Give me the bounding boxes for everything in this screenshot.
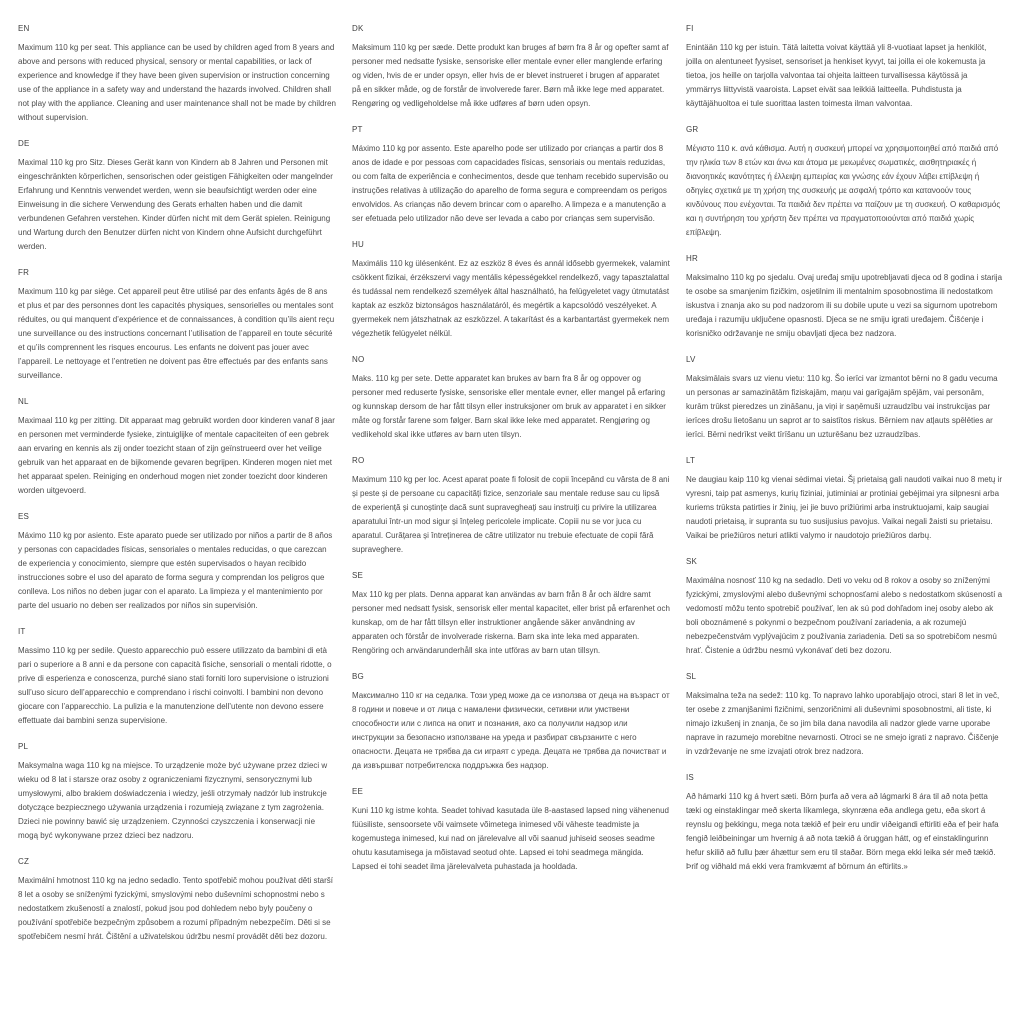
- lang-section-nl: [18, 395, 336, 498]
- lang-section-de: [18, 137, 336, 254]
- lang-code-bg: BG: [352, 672, 364, 681]
- lang-section-lt: [686, 454, 1004, 543]
- lang-code-fi: FI: [686, 24, 694, 33]
- lang-code-se: SE: [352, 571, 364, 580]
- lang-section-en: [18, 22, 336, 125]
- lang-section-hu: [352, 238, 670, 341]
- lang-text-lv: Maksimālais svars uz vienu vietu: 110 kg. Šo ierīci var izmantot bērni no 8 gadu vecuma un personas ar samazinātām fiziskajām, maņu vai garīgajām spējām, vai personām, kurām trūkst pieredzes un zināšanu, ja viņi ir saņēmuši uzraudzību vai instrukcijas par ierīces drošu lietošanu un saprot ar to saistītos riskus. Bērniem nav atļauts spēlēties ar ierīci. Bērni nedrīkst veikt tīrīšanu un uzturēšanu bez uzraudzības.: [686, 374, 998, 439]
- lang-section-se: [352, 569, 670, 658]
- lang-code-es: ES: [18, 512, 30, 521]
- lang-text-nl: Maximaal 110 kg per zitting. Dit apparaat mag gebruikt worden door kinderen vanaf 8 jaar en personen met verminderde fysieke, zintuiglijke of mentale capaciteiten of een gebrek aan ervaring en kennis als zij onder toezicht staan of zijn geïnstrueerd over het veilige gebruik van het apparaat en de bijkomende gevaren begrijpen. Kinderen mogen niet met het apparaat spelen. Reiniging en onderhoud mogen niet zonder toezicht door kinderen worden uitgevoerd.: [18, 416, 335, 495]
- lang-section-lv: [686, 353, 1004, 442]
- column-1: [18, 22, 336, 1014]
- lang-code-en: EN: [18, 24, 30, 33]
- lang-section-ee: [352, 785, 670, 874]
- lang-code-dk: DK: [352, 24, 364, 33]
- lang-text-hr: Maksimalno 110 kg po sjedalu. Ovaj uređaj smiju upotrebljavati djeca od 8 godina i starija te osobe sa smanjenim fizičkim, osjetilnim ili mentalnim sposobnostima ili nedostatkom iskustva i znanja ako su pod nadzorom ili su dobile upute u vezi sa sigurnom upotrebom uređaja i razumiju uključene opasnosti. Djeca se ne smiju igrati uređajem. Čišćenje i korisničko održavanje ne smiju obavljati djeca bez nadzora.: [686, 273, 1003, 338]
- lang-section-gr: [686, 123, 1004, 240]
- lang-text-no: Maks. 110 kg per sete. Dette apparatet kan brukes av barn fra 8 år og oppover og personer med reduserte fysiske, sensoriske eller mentale evner, eller mangel på erfaring og kunnskap dersom de har fått tilsyn eller instruksjoner om bruk av apparatet i en sikker måte og forstår farene som følger. Barn skal ikke leke med apparatet. Rengjøring og vedlikehold skal ikke utføres av barn uten tilsyn.: [352, 374, 666, 439]
- lang-code-ro: RO: [352, 456, 365, 465]
- lang-code-hr: HR: [686, 254, 698, 263]
- lang-code-fr: FR: [18, 268, 30, 277]
- lang-section-sk: [686, 555, 1004, 658]
- lang-text-ro: Maximum 110 kg per loc. Acest aparat poate fi folosit de copii începând cu vârsta de 8 ani și peste și de persoane cu capacități fizice, senzoriale sau mentale reduse sau cu lipsă de experiență și cunoștințe dacă sunt supravegheați sau instruiți cu privire la utilizarea aparatului într-un mod sigur și înțeleg pericolele implicate. Copiii nu se vor juca cu aparatul. Curățarea și întreținerea de către utilizator nu trebuie efectuate de copii fără supraveghere.: [352, 475, 670, 554]
- lang-code-pl: PL: [18, 742, 29, 751]
- lang-section-sl: [686, 670, 1004, 759]
- lang-section-is: [686, 771, 1004, 874]
- lang-code-de: DE: [18, 139, 30, 148]
- lang-code-cz: CZ: [18, 857, 30, 866]
- lang-code-nl: NL: [18, 397, 29, 406]
- lang-text-es: Máximo 110 kg por asiento. Este aparato puede ser utilizado por niños a partir de 8 años y personas con capacidades físicas, sensoriales o mentales reducidas, o que carezcan de experiencia y conocimiento, siempre que estén supervisados o hayan recibido instrucciones sobre el uso del aparato de forma segura y comprendan los peligros que conlleva. Los niños no deben jugar con el aparato. La limpieza y el mantenimiento por parte del usuario no deben ser realizados por niños sin supervisión.: [18, 531, 333, 610]
- lang-text-pl: Maksymalna waga 110 kg na miejsce. To urządzenie może być używane przez dzieci w wieku od 8 lat i starsze oraz osoby z ograniczeniami fizycznymi, sensorycznymi lub umysłowymi, albo brakiem doświadczenia i wiedzy, jeśli otrzymały nadzór lub instrukcje dotyczące bezpiecznego używania urządzenia i rozumieją związane z tym zagrożenia. Dzieci nie powinny bawić się urządzeniem. Czynności czyszczenia i konserwacji nie mogą być wykonywane przez dzieci bez nadzoru.: [18, 761, 328, 840]
- lang-section-pt: [352, 123, 670, 226]
- lang-section-fi: [686, 22, 1004, 111]
- lang-text-sk: Maximálna nosnosť 110 kg na sedadlo. Deti vo veku od 8 rokov a osoby so zníženými fyzickými, zmyslovými alebo duševnými schopnosťami alebo s nedostatkom skúseností a vedomostí môžu tento spotrebič používať, len ak sú pod dohľadom inej osoby alebo ak boli oboznámené s pokynmi o bezpečnom používaní zariadenia, a ak rozumejú nebezpečenstvám vyplývajúcim z používania zariadenia. Deti sa so spotrebičom nesmú hrať. Čistenie a údržbu nesmú vykonávať deti bez dozoru.: [686, 576, 1003, 655]
- lang-code-lv: LV: [686, 355, 696, 364]
- lang-section-no: [352, 353, 670, 442]
- lang-text-lt: Ne daugiau kaip 110 kg vienai sėdimai vietai. Šį prietaisą gali naudoti vaikai nuo 8 metų ir vyresni, taip pat asmenys, kurių fiziniai, jutiminiai ar protiniai gebėjimai yra silpnesni arba kuriems trūksta patirties ir žinių, jei jie buvo prižiūrimi arba instruktuojami, kaip saugiai naudoti prietaisą, ir supranta su tuo susijusius pavojus. Vaikai negali žaisti su prietaisu. Vaikai be priežiūros neturi atlikti valymo ir naudotojo priežiūros darbų.: [686, 475, 1003, 540]
- lang-section-bg: [352, 670, 670, 773]
- lang-text-en: Maximum 110 kg per seat. This appliance can be used by children aged from 8 years and above and persons with reduced physical, sensory or mental capabilities, or lack of experience and knowledge if they have been given supervision or instruction concerning use of the appliance in a safety way and understand the hazards involved. Children shall not play with the appliance. Cleaning and user maintenance shall not be made by children without supervision.: [18, 43, 336, 122]
- lang-section-cz: [18, 855, 336, 944]
- lang-code-it: IT: [18, 627, 26, 636]
- lang-text-is: Að hámarki 110 kg á hvert sæti. Börn þurfa að vera að lágmarki 8 ára til að nota þetta tæki og einstaklingar með skerta líkamlega, skynræna eða andlega getu, eða skort á reynslu og þekkingu, mega nota tækið ef þeir eru undir viðeigandi eftirliti eða ef þeir hafa fengið leiðbeiningar um hvernig á að nota tækið á öruggan hátt, og ef einstaklingurinn hefur skilið að fullu þær áhættur sem eru til staðar. Börn mega ekki leika sér með tækið. Þrif og viðhald má ekki vera framkvæmt af börnum án eftirlits.»: [686, 792, 999, 871]
- lang-text-fi: Enintään 110 kg per istuin. Tätä laitetta voivat käyttää yli 8-vuotiaat lapset ja henkilöt, joilla on alentuneet fyysiset, sensoriset ja henkiset kyvyt, tai joilla ei ole kokemusta ja tietoa, jos heille on tarjolla valvontaa tai ohjeita laitteen turvallisessa käytössä ja ymmärrys liittyvistä vaaroista. Lapset eivät saa leikkiä laitteella. Puhdistusta ja käyttäjähuoltoa ei tule suorittaa lasten toimesta ilman valvontaa.: [686, 43, 987, 108]
- lang-section-fr: [18, 266, 336, 383]
- lang-text-pt: Máximo 110 kg por assento. Este aparelho pode ser utilizado por crianças a partir dos 8 anos de idade e por pessoas com capacidades físicas, sensoriais ou mentais reduzidas, ou com falta de experiência e conhecimentos, desde que tenham recebido supervisão ou instruções relativas à utilização do aparelho de forma segura e compreendam os perigos envolvidos. As crianças não devem brincar com o aparelho. A limpeza e a manutenção a ser efetuada pelo utilizador não deve ser levada a cabo por crianças sem supervisão.: [352, 144, 669, 223]
- lang-code-pt: PT: [352, 125, 363, 134]
- column-2: [352, 22, 670, 1014]
- lang-section-it: [18, 625, 336, 728]
- lang-section-es: [18, 510, 336, 613]
- lang-section-ro: [352, 454, 670, 557]
- lang-text-ee: Kuni 110 kg istme kohta. Seadet tohivad kasutada üle 8-aastased lapsed ning vähenenud füüsiliste, sensoorsete või vaimsete võimetega inimesed või väheste teadmiste ja kogemustega inimesed, kui nad on järelevalve all või saanud juhiseid seoses seadme ohutu kasutamisega ja mõistavad seotud ohte. Lapsed ei tohi seadmega mängida. Lapsed ei tohi seadet ilma järelevalveta puhastada ja hooldada.: [352, 806, 669, 871]
- lang-text-bg: Максимално 110 кг на седалка. Този уред може да се използва от деца на възраст от 8 години и повече и от лица с намалени физически, сетивни или умствени способности или с липса на опит и познания, ако са получили надзор или инструкции за безопасно използване на уреда и разбират свързаните с него опасности. Децата не трябва да си играят с уреда. Децата не трябва да почистват и да извършват потребителска поддръжка без надзор.: [352, 691, 670, 770]
- lang-text-it: Massimo 110 kg per sedile. Questo apparecchio può essere utilizzato da bambini di età pari o superiore a 8 anni e da persone con capacità fisiche, sensoriali o mentali ridotte, o prive di esperienza e conoscenza, purché siano stati forniti loro supervisione o istruzioni sull’uso sicuro dell’apparecchio e comprendano i rischi coinvolti. I bambini non devono giocare con l’apparecchio. La pulizia e la manutenzione dell’utente non devono essere effettuate dai bambini senza supervisione.: [18, 646, 332, 725]
- column-3: [686, 22, 1004, 1014]
- lang-section-hr: [686, 252, 1004, 341]
- lang-code-hu: HU: [352, 240, 364, 249]
- lang-text-hu: Maximális 110 kg ülésenként. Ez az eszköz 8 éves és annál idősebb gyermekek, valamint csökkent fizikai, érzékszervi vagy mentális képességekkel rendelkező, vagy tapasztalattal és tudással nem rendelkező személyek által használható, ha felügyeletet vagy útmutatást kaptak az eszköz biztonságos használatáról, és megértik a kapcsolódó veszélyeket. A gyermekek nem játszhatnak az eszközzel. A takarítást és a karbantartást gyermekek nem végezhetik felügyelet nélkül.: [352, 259, 670, 338]
- lang-text-sl: Maksimalna teža na sedež: 110 kg. To napravo lahko uporabljajo otroci, stari 8 let in več, ter osebe z zmanjšanimi fizičnimi, senzoričnimi ali duševnimi sposobnostmi, ali tiste, ki nimajo izkušenj in znanja, če so jim bila dana navodila ali nadzor glede varne uporabe naprave in razumejo morebitne nevarnosti. Otroci se ne smejo igrati z napravo. Čiščenje in vzdrževanje ne sme izvajati otrok brez nadzora.: [686, 691, 1000, 756]
- lang-code-sl: SL: [686, 672, 697, 681]
- lang-code-is: IS: [686, 773, 694, 782]
- lang-code-sk: SK: [686, 557, 698, 566]
- lang-text-se: Max 110 kg per plats. Denna apparat kan användas av barn från 8 år och äldre samt personer med nedsatt fysisk, sensorisk eller mental kapacitet, eller brist på erfarenhet och kunskap, om de har fått tillsyn eller instruktioner angående säker användning av apparaten och förstår de involverade riskerna. Barn ska inte leka med apparaten. Rengöring och användarunderhåll ska inte utföras av barn utan tillsyn.: [352, 590, 670, 655]
- lang-section-dk: [352, 22, 670, 111]
- lang-code-gr: GR: [686, 125, 699, 134]
- lang-text-fr: Maximum 110 kg par siège. Cet appareil peut être utilisé par des enfants âgés de 8 ans et plus et par des personnes dont les capacités physiques, sensorielles ou mentales sont réduites, ou qui manquent d’expérience et de connaissances, à condition qu’ils aient reçu une surveillance ou des instructions concernant l’utilisation de l’appareil en toute sécurité et qu’ils comprennent les risques encourus. Les enfants ne doivent pas jouer avec l’appareil. Le nettoyage et l’entretien ne doivent pas être effectués par des enfants sans surveillance.: [18, 287, 335, 380]
- lang-code-ee: EE: [352, 787, 364, 796]
- lang-code-no: NO: [352, 355, 365, 364]
- lang-text-cz: Maximální hmotnost 110 kg na jedno sedadlo. Tento spotřebič mohou používat děti starší 8 let a osoby se sníženými fyzickými, smyslovými nebo duševními schopnostmi nebo s nedostatkem zkušeností a znalostí, pokud jsou pod dohledem nebo byly poučeny o používání spotřebiče bezpečným způsobem a rozumí případným nebezpečím. Děti si se spotřebičem nesmí hrát. Čištění a uživatelskou údržbu nesmí provádět děti bez dozoru.: [18, 876, 333, 941]
- lang-section-pl: [18, 740, 336, 843]
- lang-code-lt: LT: [686, 456, 696, 465]
- lang-text-gr: Μέγιστο 110 κ. ανά κάθισμα. Αυτή η συσκευή μπορεί να χρησιμοποιηθεί από παιδιά από την ηλικία των 8 ετών και άνω και άτομα με μειωμένες σωματικές, αισθητηριακές ή διανοητικές ικανότητες ή έλλειψη εμπειρίας και γνώσης εάν έχουν λάβει επίβλεψη ή οδηγίες σχετικά με τη χρήση της συσκευής με ασφαλή τρόπο και κατανοούν τους κινδύνους που ενέχονται. Τα παιδιά δεν πρέπει να παίζουν με τη συσκευή. Ο καθαρισμός και η συντήρηση του χρήστη δεν πρέπει να πραγματοποιούνται από παιδιά χωρίς επίβλεψη.: [686, 144, 1001, 237]
- lang-text-dk: Maksimum 110 kg per sæde. Dette produkt kan bruges af børn fra 8 år og opefter samt af personer med nedsatte fysiske, sensoriske eller mentale evner eller manglende erfaring og viden, hvis de er under opsyn, eller hvis de er blevet instrueret i brugen af apparatet på en sikker måde, og de forstår de involverede farer. Børn må ikke lege med apparatet. Rengøring og vedligeholdelse må ikke udføres af børn uden opsyn.: [352, 43, 669, 108]
- lang-text-de: Maximal 110 kg pro Sitz. Dieses Gerät kann von Kindern ab 8 Jahren und Personen mit eingeschränkten körperlichen, sensorischen oder geistigen Fähigkeiten oder mangelnder Erfahrung und Kenntnis verwendet werden, wenn sie beaufsichtigt werden oder eine Einweisung in die sichere Verwendung des Gerats erhalten haben und die damit verbundenen Gefahren verstehen. Kinder dürfen nicht mit dem Gerät spielen. Reinigung und Wartung durch den Benutzer dürfen nicht von Kindern ohne Aufsicht durchgeführt werden.: [18, 158, 333, 251]
